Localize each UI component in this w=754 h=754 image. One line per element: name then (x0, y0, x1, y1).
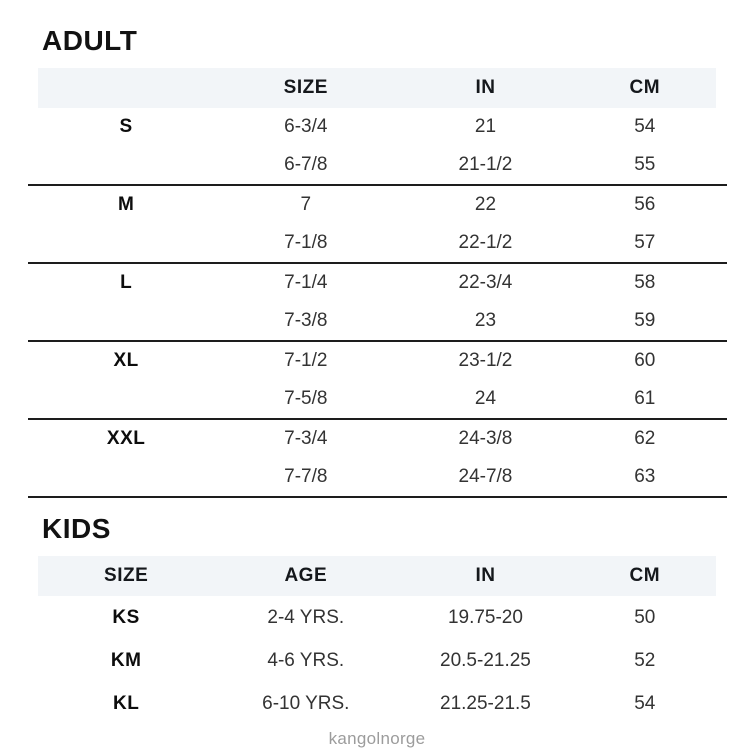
kids-header-size: SIZE (104, 565, 149, 586)
size-value: 7-1/2 (284, 350, 328, 371)
table-row (28, 420, 727, 458)
cm-value: 57 (634, 232, 656, 253)
age-value: 6-10 YRS. (262, 692, 350, 714)
table-row (28, 639, 727, 682)
cm-value: 54 (634, 116, 656, 137)
size-label: KS (112, 606, 140, 628)
adult-header-in: IN (475, 77, 496, 98)
kids-header-age: AGE (284, 565, 328, 586)
adult-group-xl (28, 342, 727, 420)
table-row (28, 458, 727, 496)
table-row (28, 682, 727, 725)
table-row (28, 186, 727, 224)
table-row (28, 380, 727, 418)
size-label: M (117, 194, 135, 215)
in-value: 21-1/2 (458, 154, 513, 175)
cm-value: 58 (634, 272, 656, 293)
size-value: 6-7/8 (284, 154, 328, 175)
in-value: 23 (474, 310, 497, 331)
in-value: 21 (474, 116, 497, 137)
in-value: 24-3/8 (458, 428, 513, 449)
size-value: 7-3/8 (284, 310, 328, 331)
size-value: 7-7/8 (284, 466, 328, 487)
size-value: 6-3/4 (284, 116, 328, 137)
cm-value: 52 (634, 649, 656, 671)
size-value: 7-1/4 (284, 272, 328, 293)
size-label: L (120, 272, 133, 293)
cm-value: 60 (634, 350, 656, 371)
size-label: S (119, 116, 133, 137)
in-value: 24-7/8 (458, 466, 513, 487)
brand-watermark: kangolnorge (328, 729, 426, 748)
adult-group-l (28, 264, 727, 342)
cm-value: 54 (634, 692, 656, 714)
in-value: 21.25-21.5 (440, 692, 531, 714)
age-value: 4-6 YRS. (267, 649, 345, 671)
in-value: 22-1/2 (458, 232, 513, 253)
adult-group-s (28, 108, 727, 186)
size-label: KM (110, 649, 142, 671)
cm-value: 50 (634, 606, 656, 628)
table-row (28, 342, 727, 380)
kids-header-in: IN (475, 565, 496, 586)
table-row (28, 146, 727, 184)
kids-header-cm: CM (629, 565, 661, 586)
in-value: 19.75-20 (447, 606, 523, 628)
in-value: 20.5-21.25 (440, 649, 531, 671)
in-value: 24 (474, 388, 497, 409)
adult-header-size: SIZE (283, 77, 328, 98)
table-row (28, 596, 727, 639)
kids-table-header-row (38, 556, 716, 596)
adult-size-table (28, 68, 727, 498)
cm-value: 62 (634, 428, 656, 449)
cm-value: 63 (634, 466, 656, 487)
adult-group-m (28, 186, 727, 264)
in-value: 22 (474, 194, 497, 215)
kids-size-table (28, 556, 727, 725)
size-label: XXL (106, 428, 146, 449)
kids-section-title: KIDS (42, 513, 111, 544)
cm-value: 59 (634, 310, 656, 331)
size-value: 7-3/4 (284, 428, 328, 449)
adult-group-xxl (28, 420, 727, 498)
table-row (28, 302, 727, 340)
size-label: XL (113, 350, 139, 371)
cm-value: 55 (634, 154, 656, 175)
in-value: 23-1/2 (458, 350, 513, 371)
size-value: 7-5/8 (284, 388, 328, 409)
size-value: 7-1/8 (284, 232, 328, 253)
adult-table-header-row (38, 68, 716, 108)
size-label: KL (112, 692, 140, 714)
size-value: 7 (300, 194, 312, 215)
table-row (28, 224, 727, 262)
in-value: 22-3/4 (458, 272, 513, 293)
cm-value: 61 (634, 388, 656, 409)
table-row (28, 264, 727, 302)
age-value: 2-4 YRS. (267, 606, 345, 628)
table-row (28, 108, 727, 146)
adult-header-cm: CM (629, 77, 661, 98)
cm-value: 56 (634, 194, 656, 215)
adult-section-title: ADULT (42, 25, 138, 56)
